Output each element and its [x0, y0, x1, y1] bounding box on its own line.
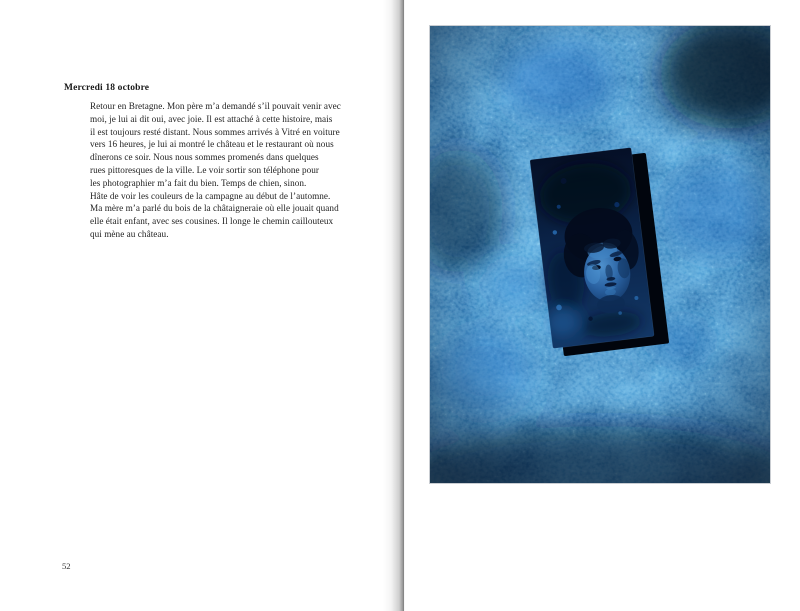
- rubble-texture: [430, 26, 770, 483]
- photo-illustration: [430, 26, 770, 483]
- diary-text-line: Hâte de voir les couleurs de la campagne au début de l’automne.: [90, 190, 331, 201]
- diary-text-line: Retour en Bretagne. Mon père m’a demandé s’il pouvait venir avec: [90, 101, 341, 111]
- page-number: 52: [62, 561, 71, 571]
- diary-text-line: qui mène au château.: [90, 228, 169, 239]
- diary-text-line: dînerons ce soir. Nous nous sommes promenés dans quelques: [90, 152, 319, 163]
- diary-text-line: vers 16 heures, je lui ai montré le château et le restaurant où nous: [90, 139, 334, 150]
- diary-text-line: il est toujours resté distant. Nous sommes arrivés à Vitré en voiture: [90, 126, 340, 137]
- diary-text-line: elle était enfant, avec ses cousines. Il longe le chemin caillouteux: [90, 216, 334, 227]
- diary-date-heading: Mercredi 18 octobre: [64, 83, 150, 93]
- book-gutter-shadow: [383, 0, 406, 611]
- diary-text-line: Ma mère m’a parlé du bois de la châtaigneraie où elle jouait quand: [90, 203, 339, 214]
- blue-rubble-photo: [429, 25, 771, 484]
- photo-vignette: [430, 26, 770, 483]
- diary-text-line: rues pittoresques de la ville. Le voir sortir son téléphone pour: [90, 164, 320, 175]
- diary-text-line: moi, je lui ai dit oui, avec joie. Il est attaché à cette histoire, mais: [90, 113, 333, 124]
- diary-text-line: les photographier m’a fait du bien. Temps de chien, sinon.: [90, 177, 307, 188]
- diary-entry-text: [90, 100, 392, 241]
